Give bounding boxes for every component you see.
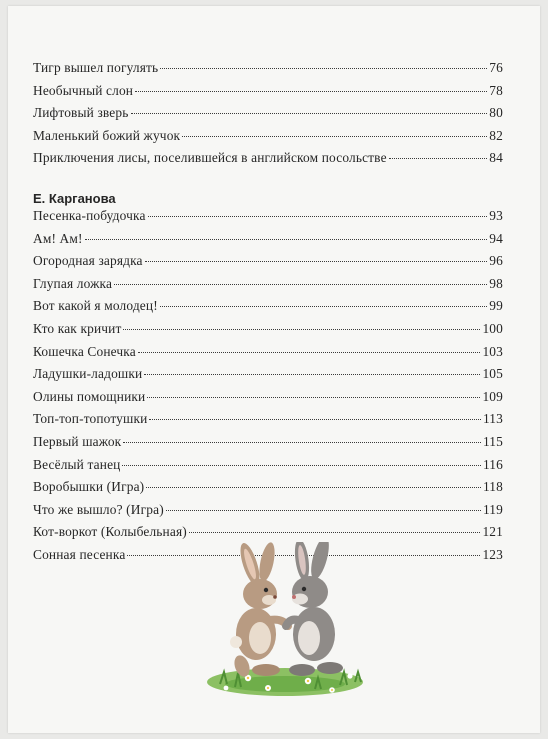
dot-leader	[85, 239, 488, 240]
dot-leader	[138, 352, 481, 353]
dot-leader	[189, 532, 481, 533]
toc-list-section-2	[33, 208, 503, 570]
toc-entry-title: Кошечка Сонечка	[33, 343, 136, 359]
toc-entry-page: 84	[489, 150, 503, 166]
toc-entry-title: Кто как кричит	[33, 320, 122, 336]
left-bunny	[230, 542, 288, 679]
toc-entry-title: Ладушки-ладошки	[33, 366, 143, 382]
toc-entry-title: Первый шажок	[33, 433, 122, 449]
toc-entry-page: 80	[489, 105, 503, 121]
dot-leader	[160, 68, 487, 69]
toc-entry-page: 115	[482, 433, 503, 449]
toc-entry-title: Воробышки (Игра)	[33, 479, 145, 495]
toc-entry-page: 123	[482, 546, 503, 562]
toc-entry-title: Сонная песенка	[33, 546, 126, 562]
dot-leader	[146, 487, 481, 488]
dot-leader	[122, 465, 480, 466]
dot-leader	[389, 158, 488, 159]
toc-entry-page: 96	[489, 253, 503, 269]
toc-entry-title: Вот какой я молодец!	[33, 298, 158, 314]
toc-entry	[33, 253, 503, 276]
toc-entry-title: Что же вышло? (Игра)	[33, 501, 164, 517]
toc-list-section-1	[33, 60, 503, 173]
book-page	[8, 6, 540, 733]
toc-entry	[33, 298, 503, 321]
dancing-bunnies-illustration	[190, 542, 380, 700]
dot-leader	[114, 284, 487, 285]
dot-leader	[148, 216, 488, 217]
dot-leader	[182, 136, 487, 137]
toc-entry-page: 116	[482, 456, 503, 472]
toc-entry-page: 98	[489, 275, 503, 291]
dot-leader	[160, 306, 487, 307]
toc-entry-page: 105	[482, 366, 503, 382]
toc-entry	[33, 434, 503, 457]
toc-entry	[33, 276, 503, 299]
toc-entry-title: Приключения лисы, поселившейся в английском посольстве	[33, 150, 387, 166]
toc-entry-page: 118	[482, 479, 503, 495]
dot-leader	[144, 374, 480, 375]
toc-entry-title: Необычный слон	[33, 82, 134, 98]
toc-entry-page: 99	[489, 298, 503, 314]
toc-entry	[33, 389, 503, 412]
toc-entry	[33, 411, 503, 434]
toc-entry-title: Лифтовый зверь	[33, 105, 129, 121]
toc-entry	[33, 60, 503, 83]
toc-entry	[33, 479, 503, 502]
toc-entry-page: 119	[482, 501, 503, 517]
toc-entry	[33, 321, 503, 344]
dot-leader	[166, 510, 481, 511]
dot-leader	[135, 91, 487, 92]
author-heading: Е. Карганова	[33, 191, 116, 206]
toc-entry-title: Топ-топ-топотушки	[33, 411, 148, 427]
toc-entry-page: 121	[482, 524, 503, 540]
toc-entry-page: 82	[489, 127, 503, 143]
toc-entry-page: 93	[489, 208, 503, 223]
toc-entry	[33, 208, 503, 231]
toc-entry	[33, 502, 503, 525]
toc-entry-page: 76	[489, 60, 503, 75]
toc-entry-page: 78	[489, 82, 503, 98]
toc-entry	[33, 128, 503, 151]
toc-entry	[33, 344, 503, 367]
toc-entry-title: Огородная зарядка	[33, 253, 143, 269]
dot-leader	[145, 261, 488, 262]
toc-entry-page: 113	[482, 411, 503, 427]
dot-leader	[123, 442, 481, 443]
toc-entry	[33, 457, 503, 480]
toc-entry-title: Олины помощники	[33, 388, 146, 404]
toc-entry-title: Маленький божий жучок	[33, 127, 181, 143]
toc-entry-page: 109	[482, 388, 503, 404]
toc-entry-title: Весёлый танец	[33, 456, 121, 472]
toc-entry-title: Песенка-побудочка	[33, 208, 146, 223]
toc-entry-page: 100	[482, 320, 503, 336]
grass-patch	[207, 668, 363, 696]
toc-entry	[33, 105, 503, 128]
right-bunny	[286, 542, 343, 676]
toc-entry-title: Ам! Ам!	[33, 230, 83, 246]
toc-entry	[33, 231, 503, 254]
dot-leader	[147, 397, 480, 398]
toc-entry	[33, 366, 503, 389]
dot-leader	[131, 113, 488, 114]
toc-entry-page: 94	[489, 230, 503, 246]
toc-entry-title: Тигр вышел погулять	[33, 60, 159, 75]
dot-leader	[149, 419, 481, 420]
toc-entry	[33, 150, 503, 173]
dot-leader	[123, 329, 480, 330]
toc-entry-title: Кот-воркот (Колыбельная)	[33, 524, 187, 540]
toc-entry-title: Глупая ложка	[33, 275, 113, 291]
toc-entry-page: 103	[482, 343, 503, 359]
toc-entry	[33, 83, 503, 106]
